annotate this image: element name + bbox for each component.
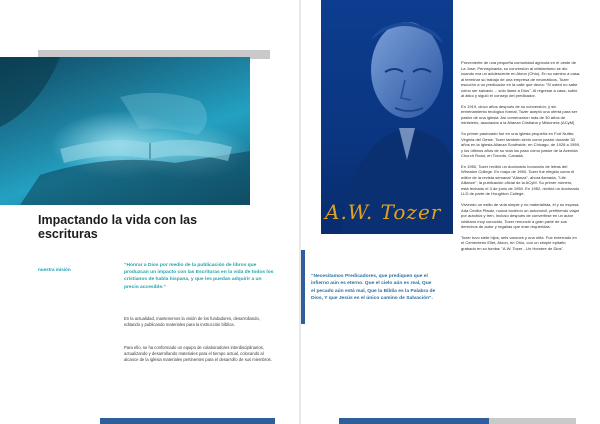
- bio-paragraph: En 1919, cinco años después de su conversión, y sin entrenamiento teológico formal, Tozer aceptó una oferta para ser pastor de una iglesia. Así comenzaron más de 30 años de ministerio, asociados a la Alianza Cristiana y Misionera (ACyM): [461, 103, 578, 126]
- decorative-blue-bar: [339, 418, 489, 424]
- bio-paragraph: Tozer tuvo siete hijos, seis varones y una niña. Fue enterrado en el Cementerio Ellet, Akron, en Ohio, con un simple epitafio grabado en su tumba: "A.W. Tozer - Un Hombre de Dios".: [461, 234, 577, 251]
- quote-accent-bar: [301, 250, 305, 324]
- body-paragraph: Para ello, se ha conformado un equipo de colaboradores interdisciplinarios, actualizando y desarrollando materiales para el tiempo actual, colocando al alcance de la iglesia materiales pertinentes para el desarrollo de sus miembros.: [124, 345, 272, 363]
- mission-label: nuestra misión: [38, 267, 71, 272]
- right-page: [301, 0, 600, 424]
- decorative-gray-bar: [489, 418, 576, 424]
- body-paragraph: En la actualidad, mantenemos la visión de los fundadores, desarrollando, editando y publicando materiales para la instrucción bíblica.: [124, 316, 260, 328]
- tozer-quote: “Necesitamos Predicadores, que prediquen que el infierno aún es eterno. Que el cielo aún es real, Que el pecado aún está mal, Que la Biblia es la Palabra de Dios, Y que Jesús es el único camino de Salvación”.: [311, 274, 436, 301]
- left-page: [0, 0, 299, 424]
- bio-paragraph: Proveniente de una pequeña comunidad agrícola en el oeste de La Jose, Pennsylvania, su conversión al cristianismo se dio cuando era un adolescente en Akron (Ohio). En su camino a casa, al terminar su trabajo de una empresa de neumáticos, Tozer escuchó a un predicador en la calle que decía: "Si usted no sabe cómo ser salvado ... sólo llame a Dios". Al regresar a casa, subió al ático y siguió el consejo del predicador.: [461, 60, 581, 99]
- bio-paragraph: En 1950, Tozer recibió un doctorado honorario de letras del Wheaton College. En mayo de 1950, Tozer fue elegido como el editor de la revista semanal "Alianza", ahora llamada, "Life Alliance", la publicación oficial de la ACyM. Su primer número, está fechado el 3 de junio de 1950. En 1952, recibió un doctorado LLD de parte de Houghton College.: [461, 163, 580, 197]
- biography-column: [461, 60, 581, 256]
- page-heading: Impactando la vida con las escrituras: [38, 213, 198, 241]
- bio-paragraph: Viviendo un estilo de vida simple y no materialista, él y su esposa, Ada Cecilia Pfautz, nunca tuvieron un automóvil, prefiriendo viajar por autobús y tren. Incluso después de convertirse en un autor cristiano muy conocido, Tozer renunció a gran parte de sus derechos de autor y regalías que eran requeridas.: [461, 202, 580, 230]
- bio-paragraph: Su primer pastorado fue en una iglesia pequeña en Fort Nutter, Virginia del Oeste. Tozer también sirvió como pastor durante 30 años en la Iglesia Alianza Southside, en Chicago, de 1928 a 1959, y los últimos años de su vida los pasó como pastor de la Avenida Church Road, en Toronto, Canadá.: [461, 131, 581, 159]
- portrait-silhouette-icon: [321, 0, 453, 234]
- mission-quote: “Honrar a Dios por medio de la publicación de libros que produzcan un impacto con las Escrituras en la vida de todos los cristianos de habla hispana, y que les puedan adquirir a un precio accesible.”: [124, 263, 274, 290]
- bible-reading-photo: [0, 57, 250, 205]
- tozer-portrait: [321, 0, 453, 234]
- decorative-blue-bar: [100, 418, 275, 424]
- open-book-icon: [0, 57, 250, 205]
- tozer-signature: A.W. Tozer: [325, 200, 442, 224]
